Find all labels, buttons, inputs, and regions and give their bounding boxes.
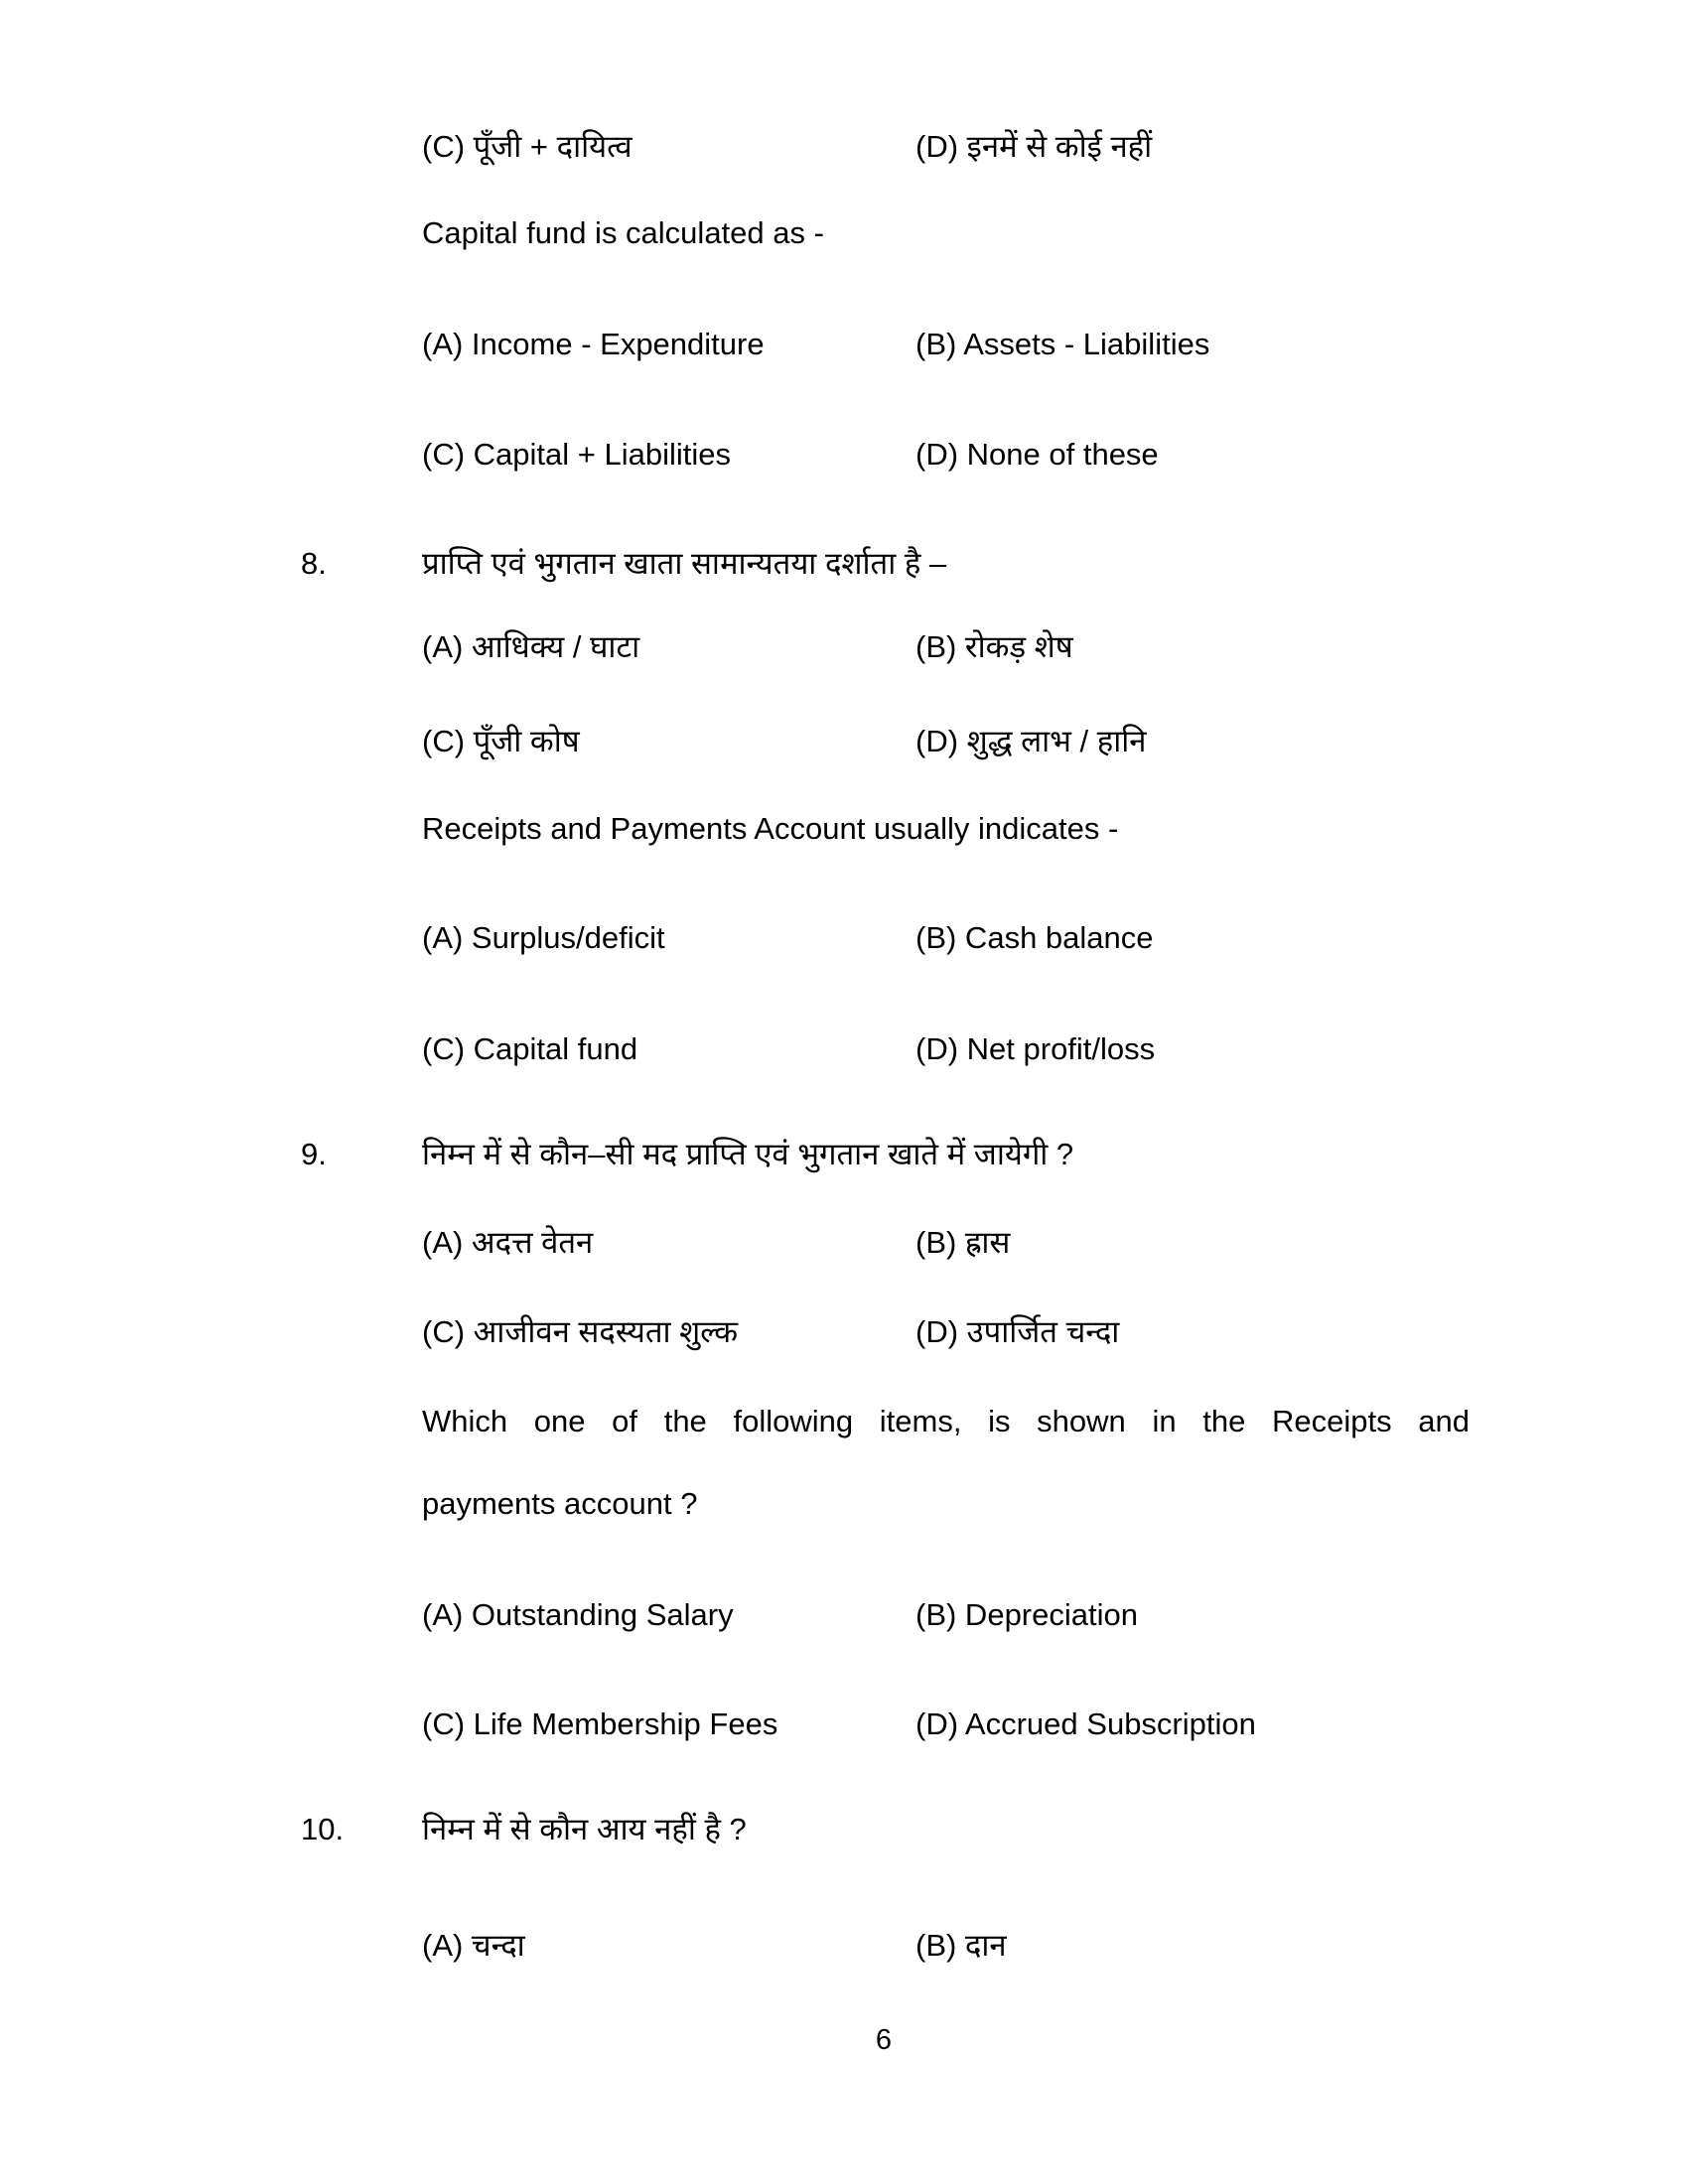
q7-question-english: Capital fund is calculated as -: [422, 215, 824, 250]
q7-option-c-english: (C) Capital + Liabilities: [422, 437, 731, 472]
q10-option-b-hindi: (B) दान: [915, 1928, 1007, 1963]
q10-number: 10.: [301, 1812, 345, 1846]
q9-option-b-english: (B) Depreciation: [915, 1597, 1138, 1632]
q10-question-hindi: निम्न में से कौन आय नहीं है ?: [422, 1812, 747, 1846]
q7-option-d-hindi: (D) इनमें से कोई नहीं: [915, 129, 1153, 164]
q9-option-a-english: (A) Outstanding Salary: [422, 1597, 734, 1632]
q9-option-d-english: (D) Accrued Subscription: [915, 1706, 1256, 1741]
q8-question-hindi: प्राप्ति एवं भुगतान खाता सामान्यतया दर्शाता है –: [422, 546, 947, 581]
q8-option-b-english: (B) Cash balance: [915, 920, 1154, 955]
q10-option-a-hindi: (A) चन्दा: [422, 1928, 525, 1963]
q9-question-english-line2: payments account ?: [422, 1486, 698, 1521]
q8-option-a-hindi: (A) आधिक्य / घाटा: [422, 629, 640, 664]
q9-option-a-hindi: (A) अदत्त वेतन: [422, 1225, 594, 1260]
q7-option-d-english: (D) None of these: [915, 437, 1159, 472]
q8-option-b-hindi: (B) रोकड़ शेष: [915, 629, 1073, 664]
q9-option-c-hindi: (C) आजीवन सदस्यता शुल्क: [422, 1314, 739, 1349]
q7-option-b-english: (B) Assets - Liabilities: [915, 327, 1210, 361]
q9-option-d-hindi: (D) उपार्जित चन्दा: [915, 1314, 1120, 1349]
q9-question-english-line1: Which one of the following items, is shown in the Receipts and: [422, 1404, 1470, 1438]
q9-option-c-english: (C) Life Membership Fees: [422, 1706, 778, 1741]
q8-number: 8.: [301, 546, 327, 581]
page-number: 6: [875, 2024, 893, 2056]
q8-option-c-english: (C) Capital fund: [422, 1031, 638, 1066]
q8-option-c-hindi: (C) पूँजी कोष: [422, 724, 580, 758]
q9-number: 9.: [301, 1137, 327, 1171]
q8-option-a-english: (A) Surplus/deficit: [422, 920, 665, 955]
q9-question-hindi: निम्न में से कौन–सी मद प्राप्ति एवं भुगतान खाते में जायेगी ?: [422, 1137, 1074, 1171]
q7-option-c-hindi: (C) पूँजी + दायित्व: [422, 129, 633, 164]
q8-option-d-english: (D) Net profit/loss: [915, 1031, 1156, 1066]
q8-question-english: Receipts and Payments Account usually indicates -: [422, 811, 1119, 846]
q8-option-d-hindi: (D) शुद्ध लाभ / हानि: [915, 724, 1147, 758]
q7-option-a-english: (A) Income - Expenditure: [422, 327, 765, 361]
q9-option-b-hindi: (B) ह्रास: [915, 1225, 1011, 1260]
